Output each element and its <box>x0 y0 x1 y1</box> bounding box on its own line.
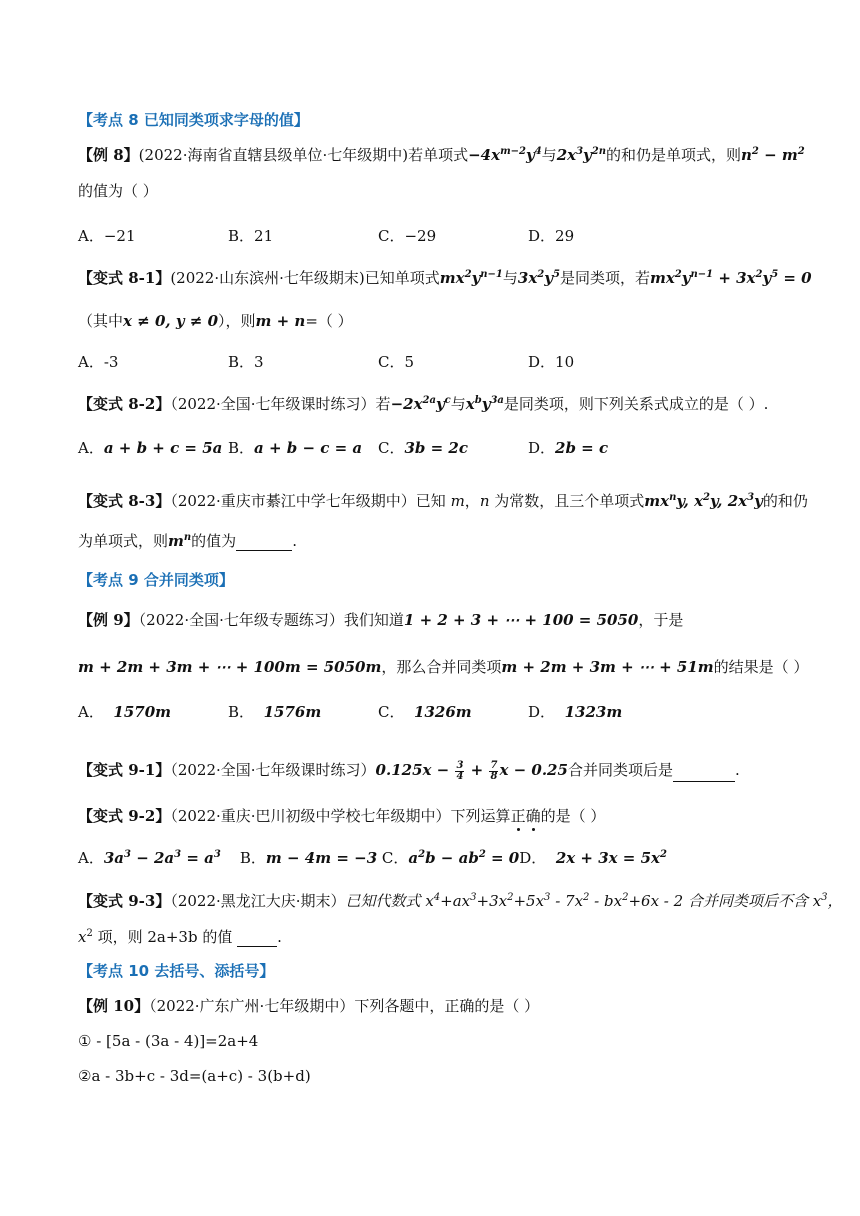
math-equation: m + 2m + 3m + ⋯ + 100m = 5050m <box>78 658 382 676</box>
option-a: A．a + b + c = 5a <box>78 439 223 457</box>
variant-9-2-line1: 【变式 9-2】（2022·重庆·巴川初级中学校七年级期中）下列运算正 确 的是（ ） <box>78 806 605 826</box>
variant-8-2-line1 <box>78 394 768 414</box>
example-10-item-2: ②a ‑ 3b+c ‑ 3d=(a+c) ‑ 3(b+d) <box>78 1067 311 1085</box>
question-text: 若单项式 <box>408 146 469 164</box>
example-tag: 【变式 8-1】 <box>78 269 171 287</box>
question-text: 已知单项式 <box>364 269 440 287</box>
math-condition: x ≠ 0, y ≠ 0 <box>123 312 219 330</box>
source: （2022·全国·七年级课时练习） <box>170 761 376 779</box>
question-text: 与 <box>450 395 466 413</box>
math-expression: m + 2m + 3m + ⋯ + 51m <box>501 658 714 676</box>
question-text: 已知代数式 $x^4+ax^3+3x^2+5x^3$ ‑ $7x^2$ ‑ $bx^2+6x$ ‑ 2 合并同类项后不含 $x^3$， <box>345 892 843 910</box>
variant-9-3-line2: $x^2$ 项，则 2a+3b 的值 . <box>78 928 282 946</box>
emphasis-dot: 确 <box>526 807 541 825</box>
question-text: 若 <box>375 395 391 413</box>
example-tag: 【例 10】 <box>78 997 150 1015</box>
option-c: C．3b = 2c <box>378 439 468 457</box>
variant-9-2-options <box>78 848 667 868</box>
variant-9-3-line1 <box>78 891 843 911</box>
math-expression: 0.125x − $\frac{3}{4}$ + $\frac{7}{8}$ x − 0.25 <box>375 759 568 782</box>
option-d: D． 1323m <box>528 703 623 721</box>
example-8-line2: 的值为（ ） <box>78 182 158 200</box>
example-10-item-1: ① ‑ [5a ‑ (3a ‑ 4)]=2a+4 <box>78 1032 259 1050</box>
option-c: C．5 <box>378 353 415 371</box>
answer-blank[interactable] <box>236 550 292 551</box>
option-c: C． <box>377 849 409 867</box>
example-9-line2: m + 2m + 3m + ⋯ + 100m = 5050m，那么合并同类项m + 2m + 3m + ⋯ + 51m的结果是（ ） <box>78 658 809 676</box>
option-c: C．−29 <box>378 227 437 245</box>
option-d: D．2b = c <box>528 439 609 457</box>
example-tag: 【变式 9-3】 <box>78 892 171 910</box>
source: (2022·海南省直辖县级单位·七年级期中) <box>138 146 409 164</box>
option-d: D．10 <box>528 353 575 371</box>
source: （2022·重庆·巴川初级中学校七年级期中） <box>170 807 451 825</box>
source: (2022·山东滨州·七年级期末) <box>170 269 365 287</box>
question-text: 是同类项，则下列关系式成立的是（ ）. <box>503 395 769 413</box>
option-b: B．a + b − c = a <box>228 439 363 457</box>
section-heading-9: 【考点 9 合并同类项】 <box>78 571 234 589</box>
variant-8-3-line2: 为单项式，则$m^n$的值为 . <box>78 532 297 550</box>
source: （2022·黑龙江大庆·期末） <box>170 892 346 910</box>
answer-blank[interactable] <box>673 781 735 782</box>
math-expression: $a^2b - ab^2 = 0$ <box>408 849 520 867</box>
math-term: $3x^2y^5$ <box>517 269 560 287</box>
example-tag: 【变式 9-1】 <box>78 761 171 779</box>
example-tag: 【变式 9-2】 <box>78 807 171 825</box>
option-a: A． 1570m <box>78 703 172 721</box>
math-expression: $n^2 - m^2$ <box>741 146 805 164</box>
math-term: $x^by^{3a}$ <box>465 395 504 413</box>
math-expression: m − 4m = −3 <box>265 849 378 867</box>
emphasis-dot: 正 <box>511 807 526 825</box>
question-text: 与 <box>541 146 557 164</box>
math-term: $-4x^{m-2}y^4$ <box>468 146 542 164</box>
option-b: B．3 <box>228 353 264 371</box>
option-d: D．29 <box>528 227 575 245</box>
option-b: B． 1576m <box>228 703 322 721</box>
variant-9-1: 【变式 9-1】（2022·全国·七年级课时练习）0.125x − $\frac{3}{4}$ + $\frac{7}{8}$ x − 0.25合并同类项后是 . <box>78 759 740 782</box>
math-term: $mx^2y^{n-1}$ <box>439 269 503 287</box>
math-equation: $mx^2y^{n-1} + 3x^2y^5 = 0$ <box>649 269 812 287</box>
answer-blank[interactable] <box>237 946 277 947</box>
example-tag: 【变式 8-3】 <box>78 492 171 510</box>
source: （2022·重庆市綦江中学七年级期中） <box>170 492 416 510</box>
variant-8-1-line1 <box>78 268 812 288</box>
math-terms: $mx^ny$, $x^2y$, $2x^3y$ <box>644 492 763 510</box>
source: （2022·广东广州·七年级期中） <box>149 997 355 1015</box>
math-expression: $3a^3 - 2a^3 = a^3$ <box>103 849 221 867</box>
question-text: 是同类项，若 <box>559 269 650 287</box>
math-expression: $m^n$ <box>168 532 192 550</box>
source: （2022·全国·七年级课时练习） <box>170 395 376 413</box>
math-expression: m + n <box>255 312 306 330</box>
math-expression: $2x + 3x = 5x^2$ <box>555 849 667 867</box>
example-9-line1: 【例 9】（2022·全国·七年级专题练习）我们知道1 + 2 + 3 + ⋯ + 100 = 5050，于是 <box>78 611 684 629</box>
example-tag: 【变式 8-2】 <box>78 395 171 413</box>
option-b: B． <box>239 849 266 867</box>
option-a: A．−21 <box>78 227 136 245</box>
source: （2022·全国·七年级专题练习） <box>138 611 344 629</box>
option-d: D． <box>519 849 547 867</box>
variant-8-3-line1: 【变式 8-3】（2022·重庆市綦江中学七年级期中）已知 m，n 为常数，且三个单项式$mx^ny$, $x^2y$, $2x^3y$的和仍 <box>78 492 808 510</box>
math-term: $2x^3y^{2n}$ <box>556 146 606 164</box>
question-text: 与 <box>502 269 518 287</box>
example-tag: 【例 8】 <box>78 146 139 164</box>
math-equation: 1 + 2 + 3 + ⋯ + 100 = 5050 <box>403 611 639 629</box>
option-c: C． 1326m <box>378 703 472 721</box>
section-heading-10: 【考点 10 去括号、添括号】 <box>78 962 275 980</box>
question-text: 的和仍是单项式，则 <box>606 146 742 164</box>
variant-8-1-line2: （其中x ≠ 0, y ≠ 0），则m + n=（ ） <box>78 312 353 330</box>
section-heading-8: 【考点 8 已知同类项求字母的值】 <box>78 111 309 129</box>
option-a: A． <box>78 849 104 867</box>
math-term: $-2x^{2a}y^c$ <box>390 395 451 413</box>
example-10-line1: 【例 10】（2022·广东广州·七年级期中）下列各题中，正确的是（ ） <box>78 997 540 1015</box>
option-b: B．21 <box>228 227 274 245</box>
example-8-line1 <box>78 145 805 165</box>
option-a: A．-3 <box>78 353 119 371</box>
example-tag: 【例 9】 <box>78 611 139 629</box>
